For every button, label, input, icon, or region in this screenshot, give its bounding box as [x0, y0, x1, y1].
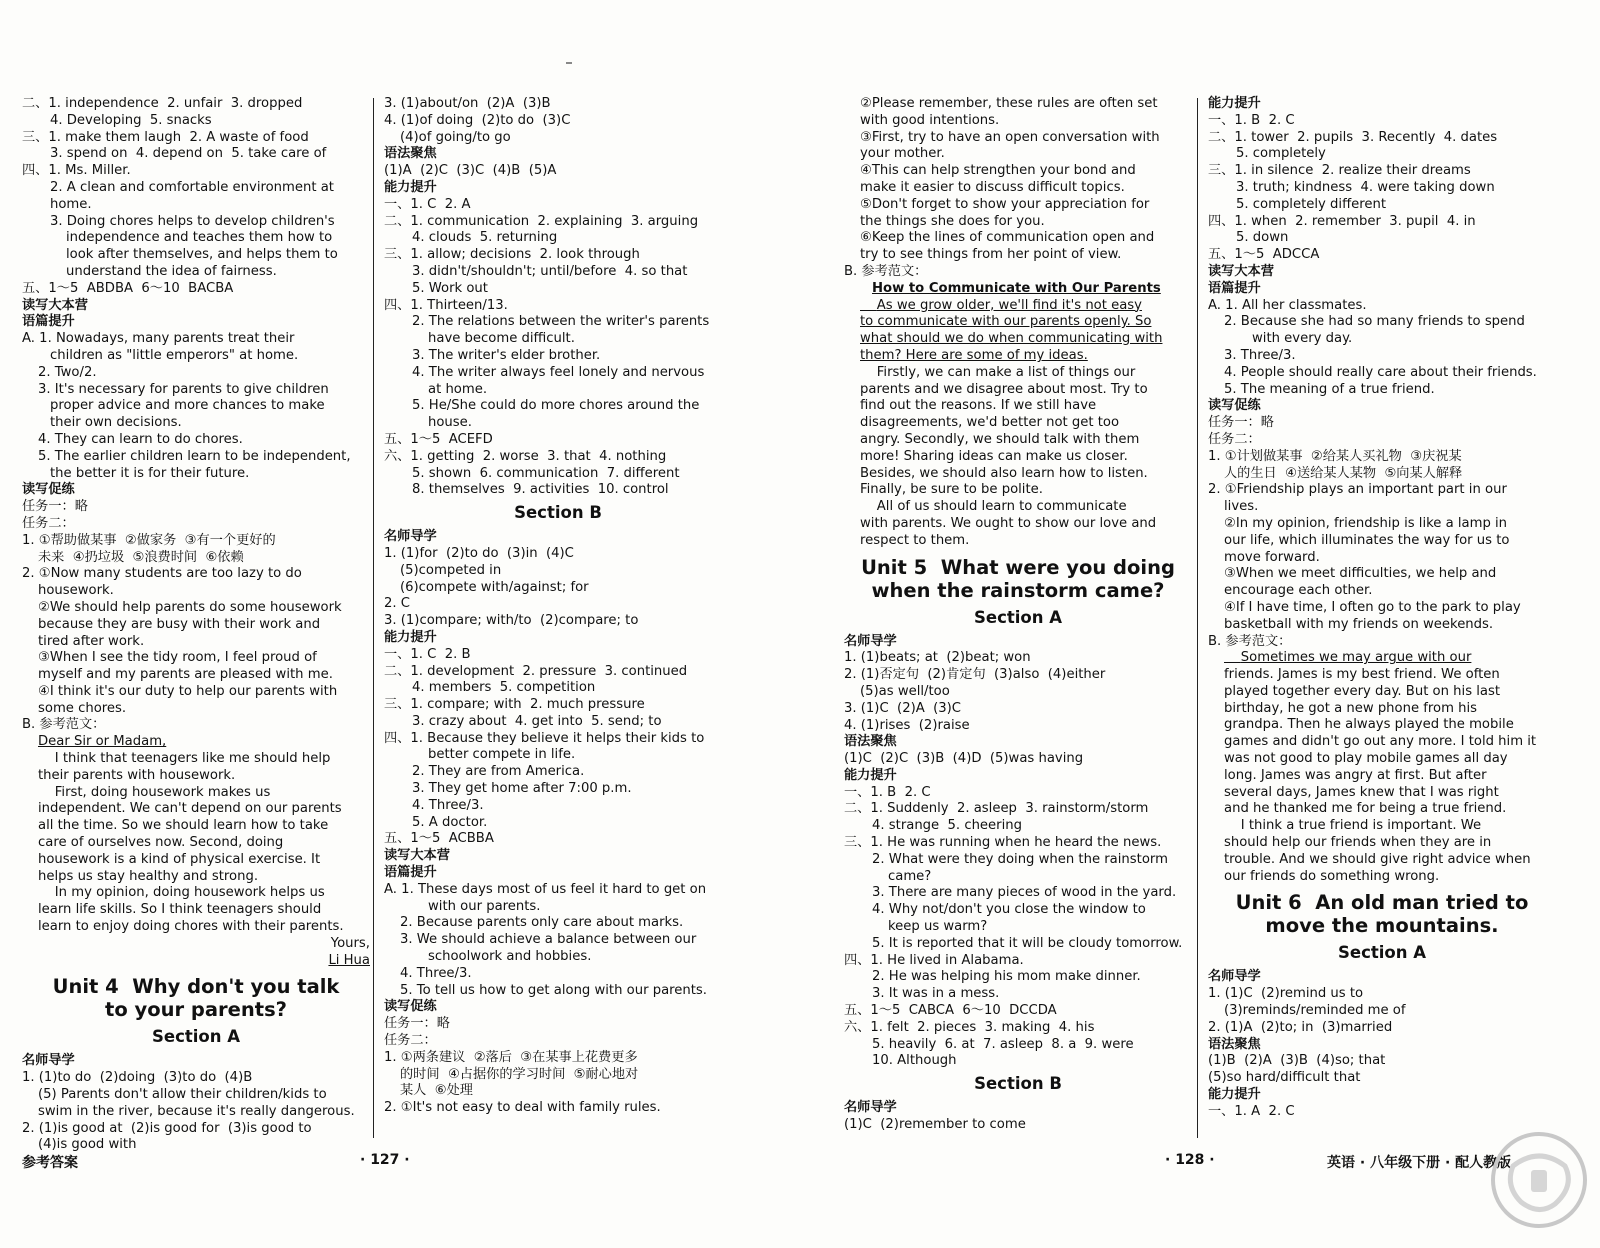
answer-line: 1. (1)for (2)to do (3)in (4)C	[384, 545, 574, 561]
answer-line: 5. completely different	[1236, 196, 1387, 212]
watermark-logo	[1485, 1126, 1593, 1234]
answer-line: 1. ①计划做某事 ②给某人买礼物 ③庆祝某	[1208, 448, 1462, 464]
answer-line: their own decisions.	[50, 415, 182, 431]
subheading: 语法聚焦	[1208, 1036, 1261, 1052]
book-label: 英语 · 八年级下册 · 配人教版	[1327, 1155, 1512, 1171]
answer-line: myself and my parents are pleased with me.	[38, 667, 333, 683]
subheading: 读写大本营	[384, 848, 450, 864]
answer-line: (5)competed in	[400, 562, 502, 578]
answer-line: 8. themselves 9. activities 10. control	[412, 482, 669, 498]
answer-line: what should we do when communicating with	[860, 331, 1163, 347]
answer-line: tired after work.	[38, 633, 145, 649]
column-divider	[1197, 98, 1198, 1138]
answer-line: 4. Developing 5. snacks	[50, 112, 212, 128]
answer-line: 5. He/She could do more chores around the	[412, 398, 700, 414]
answer-line: 一、1. B 2. C	[844, 784, 931, 800]
answer-line: 任务二：	[384, 1033, 437, 1049]
answer-line: (1)C (2)C (3)B (4)D (5)was having	[844, 751, 1084, 767]
answer-line: 5. heavily 6. at 7. asleep 8. a 9. were	[872, 1036, 1134, 1052]
answer-line: find out the reasons. If we still have	[860, 398, 1097, 414]
answer-line: several days, James knew that I was right	[1224, 784, 1499, 800]
answer-line: (3)reminds/reminded me of	[1224, 1003, 1406, 1019]
answer-line: 六、1. getting 2. worse 3. that 4. nothing	[384, 448, 667, 464]
answer-line: 3. (1)compare; with/to (2)compare; to	[384, 613, 639, 629]
answer-line: 一、1. B 2. C	[1208, 112, 1295, 128]
answer-line: As we grow older, we'll find it's not easy	[860, 297, 1142, 313]
answer-line: 2. The relations between the writer's parents	[412, 314, 710, 330]
answer-line: 5. To tell us how to get along with our parents.	[400, 982, 707, 998]
answer-line: 2. ①Friendship plays an important part in our	[1208, 482, 1507, 498]
answer-line: I think a true friend is important. We	[1224, 818, 1482, 834]
answer-line: ②In my opinion, friendship is like a lamp in	[1224, 515, 1508, 531]
answer-line: 2. A clean and comfortable environment at home.	[50, 179, 339, 212]
answer-line: 2. C	[384, 596, 410, 612]
answer-line: ⑥Keep the lines of communication open and	[860, 230, 1155, 246]
answer-line: 五、1～5 ABDBA 6～10 BACBA	[22, 280, 234, 296]
answer-line: 3. spend on 4. depend on 5. take care of	[50, 146, 327, 162]
answer-line: because they are busy with their work and	[38, 616, 321, 632]
answer-line: disagreements, we'd better not get too	[860, 415, 1120, 431]
answer-line: ②Please remember, these rules are often set	[860, 96, 1158, 111]
answer-line: First, doing housework makes us	[38, 784, 271, 800]
answer-line: 2. ①Now many students are too lazy to do	[22, 566, 302, 582]
answer-line: with good intentions.	[860, 112, 1000, 128]
answer-line: our friends do something wrong.	[1224, 868, 1440, 884]
answer-line: trouble. And we should give right advice when	[1224, 851, 1531, 867]
answer-line: our life, which illuminates the way for us to	[1224, 532, 1510, 548]
answer-line: played together every day. But on his last	[1224, 683, 1501, 699]
answer-line: make it easier to discuss difficult topics.	[860, 179, 1125, 195]
answer-line: 某人 ⑥处理	[400, 1083, 473, 1099]
answer-line: learn life skills. So I think teenagers should	[38, 902, 322, 918]
subheading: 名师导学	[1208, 969, 1261, 985]
answer-line: proper advice and more chances to make	[50, 398, 325, 414]
subheading: 能力提升	[384, 179, 437, 195]
answer-line: 五、1～5 ADCCA	[1208, 247, 1320, 263]
answer-line: 任务二：	[1208, 431, 1261, 447]
answer-line: 5. down	[1236, 230, 1289, 246]
answer-line: 六、1. felt 2. pieces 3. making 4. his	[844, 1019, 1095, 1035]
answer-line: In my opinion, doing housework helps us	[38, 885, 325, 901]
answer-line: (1)C (2)remember to come	[844, 1117, 1026, 1133]
answer-line: Besides, we should also learn how to listen.	[860, 465, 1148, 481]
section-title: Section A	[152, 1027, 240, 1047]
answer-line: swim in the river, because it's really dangerous.	[38, 1103, 355, 1119]
answer-line: Firstly, we can make a list of things our	[860, 364, 1136, 380]
subheading: 语法聚焦	[844, 734, 897, 750]
answer-line: parents and we disagree about most. Try to	[860, 381, 1148, 397]
answer-line: 3. The writer's elder brother.	[412, 347, 601, 363]
answer-line: encourage each other.	[1224, 583, 1373, 599]
answer-line: 2. (1)is good at (2)is good for (3)is good to	[22, 1120, 312, 1136]
answer-line: 4. (1)of doing (2)to do (3)C	[384, 112, 571, 128]
answer-line: angry. Secondly, we should talk with them	[860, 431, 1140, 447]
answer-line: (1)A (2)C (3)C (4)B (5)A	[384, 163, 557, 179]
answer-line: 4. Three/3.	[412, 797, 484, 813]
answer-line: all the time. So we should learn how to take	[38, 818, 329, 834]
subheading: 能力提升	[844, 767, 897, 783]
answer-line: 5. The earlier children learn to be independent,	[38, 448, 351, 464]
answer-line: independence and teaches them how to	[66, 230, 333, 246]
subheading: 名师导学	[22, 1053, 75, 1069]
answer-line: ④This can help strengthen your bond and	[860, 163, 1136, 179]
answer-line: (4)is good with	[38, 1137, 137, 1153]
answer-line: 3. It was in a mess.	[872, 986, 1000, 1002]
answer-line: housework.	[38, 583, 114, 599]
answer-line: 三、1. in silence 2. realize their dreams	[1208, 163, 1471, 179]
answer-line: 5. completely	[1236, 146, 1326, 162]
answer-line: was not good to play mobile games all day	[1224, 751, 1508, 767]
unit-title: when the rainstorm came?	[871, 578, 1165, 602]
unit-title: Unit 5 What were you doing	[861, 555, 1175, 579]
answer-line: 3. (1)about/on (2)A (3)B	[384, 96, 551, 111]
answer-line: 4. The writer always feel lonely and nervous	[412, 364, 705, 380]
answer-line: 5. A doctor.	[412, 814, 488, 830]
subheading: 名师导学	[844, 633, 897, 649]
answer-line: 4. Three/3.	[400, 965, 472, 981]
answer-line: (5) Parents don't allow their children/kids to	[38, 1087, 327, 1103]
answer-line: Dear Sir or Madam,	[38, 734, 167, 750]
answer-line: 3. (1)C (2)A (3)C	[844, 700, 962, 716]
answer-line: 3. truth; kindness 4. were taking down	[1236, 179, 1495, 195]
answer-line: the things she does for you.	[860, 213, 1045, 229]
watermark-mark	[1531, 1170, 1547, 1192]
answer-line: try to see things from her point of view.	[860, 247, 1122, 263]
answer-line: 五、1～5 ACBBA	[384, 831, 494, 847]
answer-line: How to Communicate with Our Parents	[872, 280, 1161, 296]
answer-line: ④If I have time, I often go to the park to play	[1224, 599, 1521, 615]
unit-title: Unit 4 Why don't you talk	[52, 975, 340, 999]
answer-line: A. 1. These days most of us feel it hard to get on	[384, 881, 707, 897]
answer-line: 二、1. independence 2. unfair 3. dropped	[22, 96, 303, 111]
answer-line: came?	[888, 868, 932, 884]
answer-line: ⑤Don't forget to show your appreciation for	[860, 196, 1150, 212]
answer-line: 4. People should really care about their friends.	[1224, 364, 1537, 380]
answer-line: 四、1. Because they believe it helps their kids to	[384, 730, 705, 746]
answer-line: with parents. We ought to show our love and	[860, 515, 1157, 531]
section-title: Section A	[1338, 943, 1426, 963]
subheading: 名师导学	[384, 529, 437, 545]
answer-line: helps us stay healthy and strong.	[38, 868, 259, 884]
answer-line: 四、1. when 2. remember 3. pupil 4. in	[1208, 213, 1476, 229]
answer-line: 二、1. tower 2. pupils 3. Recently 4. dates	[1208, 129, 1498, 145]
answer-line: friends. James is my best friend. We often	[1224, 667, 1500, 683]
answer-line: 5. shown 6. communication 7. different	[412, 465, 680, 481]
answer-line: 1. (1)beats; at (2)beat; won	[844, 650, 1031, 666]
answer-line: your mother.	[860, 146, 945, 162]
answer-line: better compete in life.	[428, 747, 576, 763]
answer-line: 四、1. He lived in Alabama.	[844, 952, 1024, 968]
answer-line: 3. It's necessary for parents to give children	[38, 381, 329, 397]
answer-line: 五、1～5 ACEFD	[384, 431, 493, 447]
answer-line: 3. They get home after 7:00 p.m.	[412, 781, 632, 797]
subheading: 读写促练	[22, 482, 75, 498]
column-2	[384, 96, 732, 1117]
answer-line: 四、1. Ms. Miller.	[22, 163, 131, 179]
column-4	[1208, 96, 1556, 1121]
answer-line: should help our friends when they are in	[1224, 835, 1492, 851]
answer-line: look after themselves, and helps them to	[66, 247, 338, 263]
column-3	[844, 96, 1192, 1134]
answer-line: with every day.	[1252, 331, 1353, 347]
answer-line: 10. Although	[872, 1053, 957, 1069]
subheading: 能力提升	[384, 629, 437, 645]
answer-line: 一、1. C 2. A	[384, 196, 471, 212]
answer-line: 2. Because she had so many friends to spend	[1224, 314, 1525, 330]
answer-line: 一、1. C 2. B	[384, 646, 471, 662]
answer-line: 任务一：略	[1208, 415, 1274, 431]
answer-line: 2. They are from America.	[412, 764, 585, 780]
answer-line: 2. What were they doing when the rainstorm	[872, 851, 1168, 867]
answer-line: their parents with housework.	[38, 767, 236, 783]
answer-line: B. 参考范文：	[22, 717, 106, 733]
answer-line: birthday, he got a new phone from his	[1224, 700, 1478, 716]
answer-line: A. 1. Nowadays, many parents treat their	[22, 331, 295, 347]
answer-line: 二、1. communication 2. explaining 3. arguing	[384, 213, 699, 229]
answer-line: 3. Doing chores helps to develop children's	[50, 213, 335, 229]
answer-line: 三、1. compare; with 2. much pressure	[384, 697, 645, 713]
answer-line: (6)compete with/against; for	[400, 579, 589, 595]
answer-line: care of ourselves now. Second, doing	[38, 835, 284, 851]
answer-line: 4. strange 5. cheering	[872, 818, 1022, 834]
answer-line: 三、1. make them laugh 2. A waste of food	[22, 129, 309, 145]
answer-line: 1. (1)to do (2)doing (3)to do (4)B	[22, 1070, 253, 1086]
answer-line: house.	[428, 415, 472, 431]
footer-label: 参考答案	[22, 1155, 78, 1171]
answer-line: 2. He was helping his mom make dinner.	[872, 969, 1141, 985]
answer-line: 3. Three/3.	[1224, 347, 1296, 363]
subheading: 语法聚焦	[384, 146, 437, 162]
answer-line: long. James was angry at first. But after	[1224, 767, 1487, 783]
answer-line: and he thanked me for being a true friend.	[1224, 801, 1507, 817]
answer-line: games and didn't go out any more. I told him it	[1224, 734, 1537, 750]
answer-line: 2. ①It's not easy to deal with family rules.	[384, 1100, 661, 1116]
answer-line: (5)so hard/difficult that	[1208, 1070, 1361, 1086]
unit-title: Unit 6 An old man tried to	[1235, 891, 1529, 915]
unit-title: to your parents?	[105, 998, 287, 1022]
subheading: 语篇提升	[22, 314, 75, 330]
answer-line: 3. crazy about 4. get into 5. send; to	[412, 713, 662, 729]
answer-line: Finally, be sure to be polite.	[860, 482, 1043, 498]
answer-line: 5. It is reported that it will be cloudy tomorrow.	[872, 935, 1183, 951]
answer-line: B. 参考范文：	[1208, 633, 1292, 649]
answer-line: respect to them.	[860, 532, 970, 548]
answer-line: 4. members 5. competition	[412, 680, 596, 696]
answer-line: 五、1～5 CABCA 6～10 DCCDA	[844, 1003, 1057, 1019]
answer-line: the better it is for their future.	[50, 465, 250, 481]
answer-line: 2. Two/2.	[38, 364, 97, 380]
answer-line: housework is a kind of physical exercise. It	[38, 851, 321, 867]
answer-line: 4. Why not/don't you close the window to	[872, 902, 1146, 918]
answer-line: 3. There are many pieces of wood in the yard.	[872, 885, 1177, 901]
unit-title: move the mountains.	[1265, 914, 1499, 938]
answer-line: 5. The meaning of a true friend.	[1224, 381, 1435, 397]
answer-line: 1. ①两条建议 ②落后 ③在某事上花费更多	[384, 1049, 638, 1065]
answer-line: All of us should learn to communicate	[860, 499, 1127, 515]
answer-line: ②We should help parents do some housework	[38, 599, 342, 615]
subheading: 能力提升	[1208, 1087, 1261, 1103]
answer-line: (5)as well/too	[860, 683, 950, 699]
answer-line: 任务一：略	[384, 1016, 450, 1032]
answer-line: B. 参考范文：	[844, 263, 928, 279]
answer-line: 2. Because parents only care about marks.	[400, 915, 684, 931]
section-title: Section B	[514, 503, 602, 523]
answer-line: 2. (1)A (2)to; in (3)married	[1208, 1019, 1393, 1035]
answer-line: more! Sharing ideas can make us closer.	[860, 448, 1128, 464]
answer-line: 四、1. Thirteen/13.	[384, 297, 508, 313]
right-page	[800, 0, 1600, 1248]
answer-line: 4. They can learn to do chores.	[38, 431, 243, 447]
answer-line: 任务二：	[22, 515, 75, 531]
section-title: Section A	[974, 607, 1062, 627]
column-divider	[373, 98, 374, 1138]
answer-line: 人的生日 ④送给某人某物 ⑤向某人解释	[1224, 465, 1463, 481]
subheading: 读写促练	[1208, 398, 1261, 414]
answer-line: with our parents.	[428, 898, 541, 914]
answer-line: 3. We should achieve a balance between our	[400, 932, 697, 948]
answer-line: 2. (1)否定句 (2)肯定句 (3)also (4)either	[844, 667, 1106, 683]
answer-line: ④I think it's our duty to help our parents with	[38, 683, 338, 699]
subheading: 读写促练	[384, 999, 437, 1015]
answer-line: Yours,	[330, 935, 370, 951]
answer-line: Li Hua	[328, 952, 370, 968]
answer-line: 5. Work out	[412, 280, 488, 296]
answer-line: have become difficult.	[428, 331, 575, 347]
page-number-right: · 128 ·	[1165, 1152, 1215, 1168]
answer-line: basketball with my friends on weekends.	[1224, 616, 1494, 632]
answer-line: at home.	[428, 381, 488, 397]
answer-line: 的时间 ④占据你的学习时间 ⑤耐心地对	[400, 1066, 639, 1082]
answer-line: 三、1. allow; decisions 2. look through	[384, 247, 640, 263]
page-number-left: · 127 ·	[360, 1152, 410, 1168]
section-title: Section B	[974, 1074, 1062, 1094]
answer-line: (1)B (2)A (3)B (4)so; that	[1208, 1053, 1386, 1069]
answer-line: children as "little emperors" at home.	[50, 347, 299, 363]
column-1	[22, 96, 370, 1154]
answer-line: ③When I see the tidy room, I feel proud of	[38, 650, 317, 666]
answer-line: some chores.	[38, 700, 127, 716]
answer-line: A. 1. All her classmates.	[1208, 297, 1367, 313]
answer-line: 4. (1)rises (2)raise	[844, 717, 970, 733]
answer-line: to communicate with our parents openly. So	[860, 314, 1152, 330]
answer-line: 4. clouds 5. returning	[412, 230, 558, 246]
answer-line: independent. We can't depend on our parents	[38, 801, 342, 817]
answer-line: grandpa. Then he always played the mobile	[1224, 717, 1514, 733]
answer-line: 任务一：略	[22, 499, 88, 515]
subheading: 读写大本营	[22, 297, 88, 313]
answer-line: ③When we meet difficulties, we help and	[1224, 566, 1497, 582]
answer-line: 1. (1)C (2)remind us to	[1208, 986, 1364, 1002]
answer-line: I think that teenagers like me should help	[38, 751, 331, 767]
answer-line: Sometimes we may argue with our	[1224, 650, 1472, 666]
answer-line: 三、1. He was running when he heard the news.	[844, 835, 1162, 851]
answer-line: (4)of going/to go	[400, 129, 511, 145]
subheading: 读写大本营	[1208, 263, 1274, 279]
answer-line: schoolwork and hobbies.	[428, 949, 592, 965]
subheading: 语篇提升	[384, 865, 437, 881]
subheading: 语篇提升	[1208, 280, 1261, 296]
answer-line: keep us warm?	[888, 919, 988, 935]
answer-line: them? Here are some of my ideas.	[860, 347, 1088, 363]
answer-line: 二、1. development 2. pressure 3. continued	[384, 663, 688, 679]
answer-line: 1. ①帮助做某事 ②做家务 ③有一个更好的	[22, 532, 276, 548]
answer-line: 3. didn't/shouldn't; until/before 4. so that	[412, 263, 688, 279]
answer-line: 未来 ④扔垃圾 ⑤浪费时间 ⑥依赖	[38, 549, 244, 565]
answer-line: ③First, try to have an open conversation with	[860, 129, 1160, 145]
subheading: 名师导学	[844, 1100, 897, 1116]
page-mark	[566, 62, 572, 64]
answer-line: learn to enjoy doing chores with their parents.	[38, 919, 344, 935]
answer-line: move forward.	[1224, 549, 1320, 565]
answer-line: lives.	[1224, 499, 1259, 515]
subheading: 能力提升	[1208, 96, 1261, 111]
answer-line: 一、1. A 2. C	[1208, 1103, 1295, 1119]
answer-line: 二、1. Suddenly 2. asleep 3. rainstorm/storm	[844, 801, 1149, 817]
answer-line: understand the idea of fairness.	[66, 263, 277, 279]
